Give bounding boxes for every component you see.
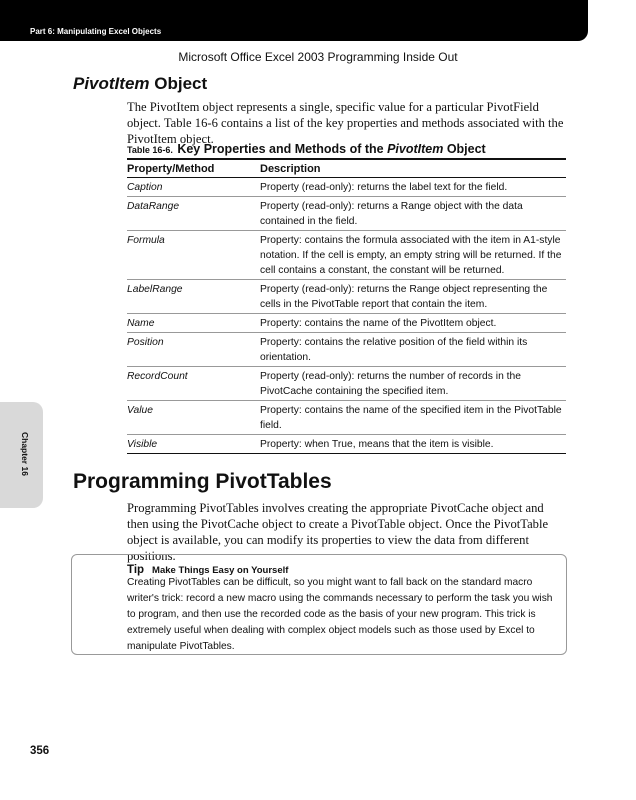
tip-heading: Make Things Easy on Yourself (152, 565, 289, 576)
section-heading (73, 74, 207, 94)
tip-box (71, 554, 567, 655)
row-description: Property (read-only): returns a Range object with the data contained in the field. (260, 201, 523, 227)
table-number: Table 16-6. (127, 145, 173, 155)
row-description: Property (read-only): returns the Range object representing the cells in the PivotTable report that contain the item. (260, 284, 548, 310)
tip-text: Creating PivotTables can be difficult, so you might want to fall back on the standard macro writer's trick: record a new macro using the commands necessary to perform the task you wish to program, and then use the recorded code as the basis of your new program. This trick is extremely useful when dealing with complex object models such as those used by Excel to manipulate PivotTables. (127, 577, 553, 652)
part-label: Part 6: Manipulating Excel Objects (30, 27, 162, 36)
table-row (127, 197, 566, 231)
table-caption (127, 140, 486, 158)
row-property-name: Visible (127, 439, 158, 450)
row-property-name: Formula (127, 235, 165, 246)
table-row (127, 435, 566, 454)
column-header-description: Description (260, 163, 321, 175)
section2-heading: Programming PivotTables (73, 470, 332, 493)
row-property-name: LabelRange (127, 284, 183, 295)
row-property-name: DataRange (127, 201, 180, 212)
chapter-tab-label: Chapter 16 (20, 432, 30, 476)
properties-table (127, 158, 566, 454)
column-header-property: Property/Method (127, 163, 215, 175)
table-row (127, 314, 566, 333)
table-row (127, 178, 566, 197)
page-number: 356 (30, 745, 50, 757)
row-description: Property: contains the name of the specified item in the PivotTable field. (260, 405, 562, 431)
intro-paragraph: The PivotItem object represents a single, specific value for a particular PivotField object. Table 16-6 contains a list of the key properties and methods associated with the PivotItem object. (127, 100, 564, 146)
row-description: Property: contains the name of the PivotItem object. (260, 318, 497, 329)
section-heading-rest: Object (149, 74, 208, 93)
table-row (127, 333, 566, 367)
table-row (127, 280, 566, 314)
row-property-name: Value (127, 405, 153, 416)
row-description: Property: contains the formula associated with the item in A1-style notation. If the cell is empty, an empty string will be returned. If the cell contains a constant, the constant will be returned. (260, 235, 562, 276)
table-row (127, 401, 566, 435)
table-title-italic: PivotItem (387, 142, 444, 156)
table-row (127, 231, 566, 280)
row-description: Property: contains the relative position of the field within its orientation. (260, 337, 528, 363)
row-property-name: Name (127, 318, 155, 329)
row-description: Property (read-only): returns the label text for the field. (260, 182, 508, 193)
section2-paragraph: Programming PivotTables involves creating the appropriate PivotCache object and then using the PivotCache object to create a PivotTable object. Once the PivotTable object is available, you can modify its properties to view the data from different positions. (127, 501, 549, 563)
row-description: Property: when True, means that the item is visible. (260, 439, 494, 450)
book-title: Microsoft Office Excel 2003 Programming Inside Out (178, 50, 458, 64)
table-title-suffix: Object (443, 142, 486, 156)
row-property-name: RecordCount (127, 371, 188, 382)
row-property-name: Position (127, 337, 164, 348)
table-title-prefix: Key Properties and Methods of the (177, 142, 388, 156)
chapter-tab (0, 402, 43, 508)
section-heading-italic: PivotItem (73, 74, 150, 93)
table-row (127, 367, 566, 401)
row-description: Property (read-only): returns the number of records in the PivotCache containing the specified item. (260, 371, 521, 397)
row-property-name: Caption (127, 182, 163, 193)
table-header-row (127, 160, 566, 178)
running-header-bar (0, 0, 588, 41)
tip-label: Tip (127, 564, 145, 576)
